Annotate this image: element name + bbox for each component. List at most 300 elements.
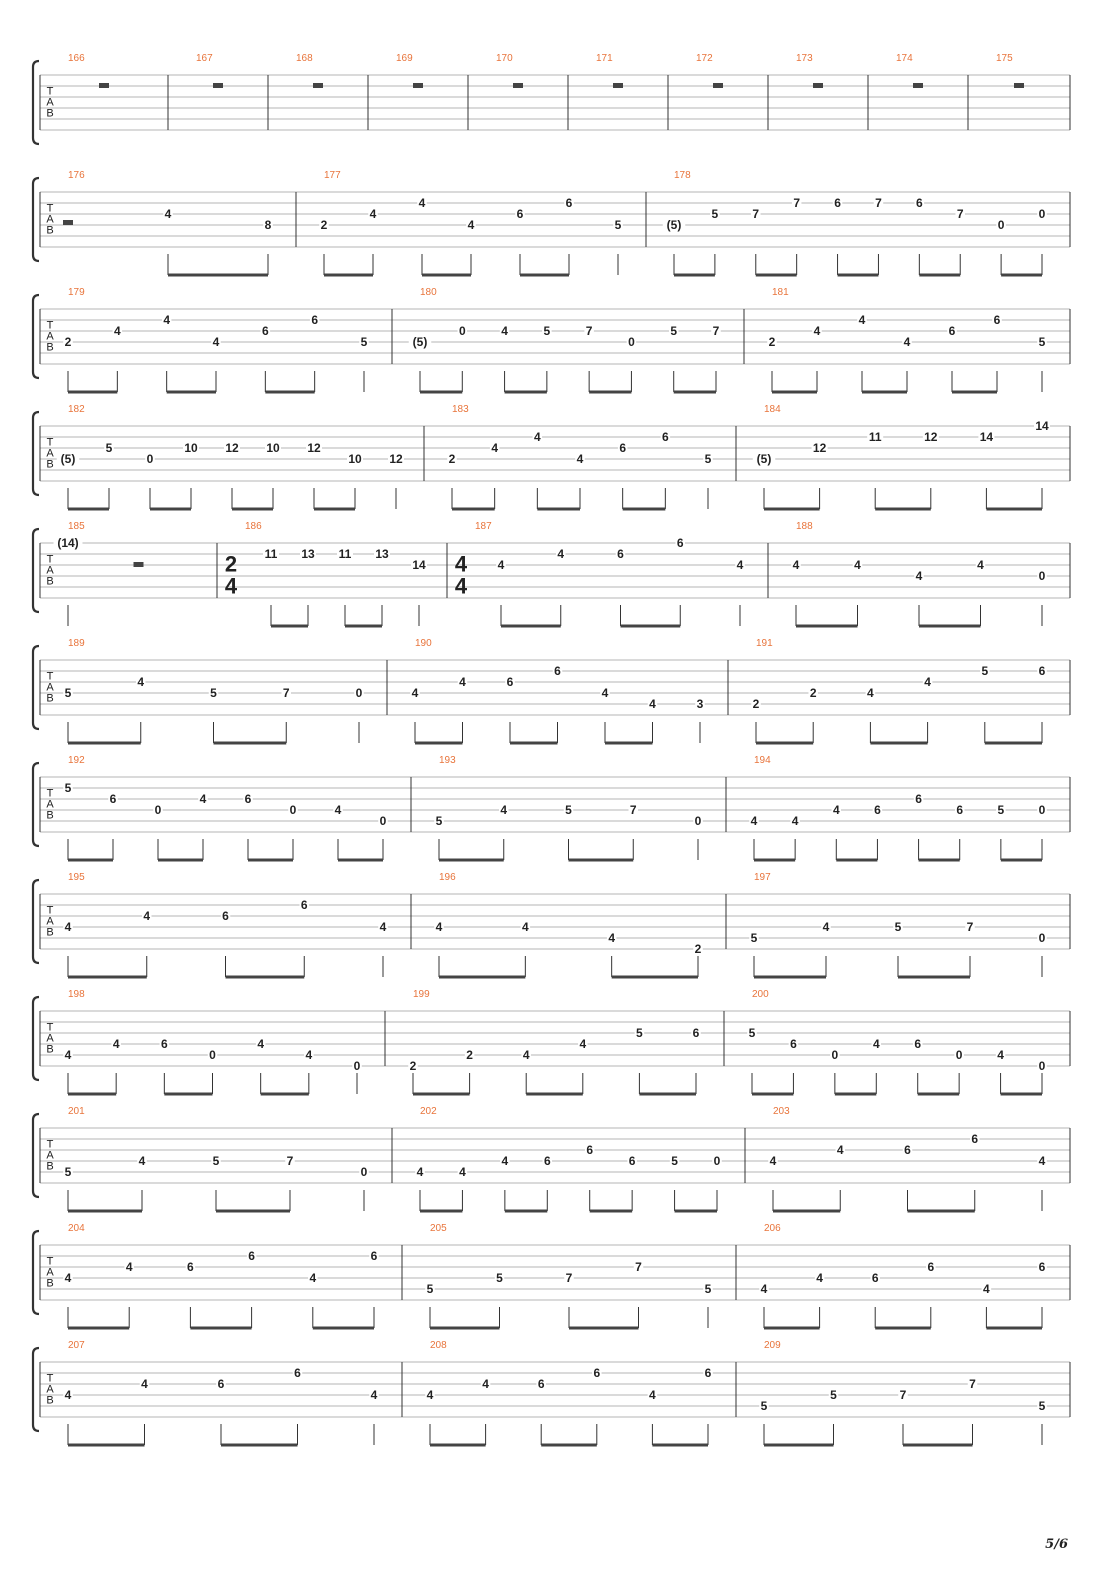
measure <box>225 521 427 626</box>
fret-number: 6 <box>948 324 956 338</box>
fret-number: 6 <box>370 1249 378 1263</box>
fret-number: 2 <box>752 697 760 711</box>
fret-number: 6 <box>222 909 229 923</box>
fret-number: 5 <box>1038 335 1046 349</box>
measure-number: 170 <box>496 53 513 64</box>
fret-number: 6 <box>927 1260 935 1274</box>
fret-number: 5 <box>360 335 368 349</box>
measure-number: 174 <box>896 53 913 64</box>
measure <box>796 53 823 88</box>
fret-number: 4 <box>305 1048 313 1062</box>
tab-clef-letter: B <box>46 692 54 705</box>
fret-number: 7 <box>282 686 290 700</box>
measure <box>434 755 703 860</box>
fret-number: 4 <box>138 1154 146 1168</box>
measure <box>63 872 388 977</box>
time-signature-top: 4 <box>454 551 468 577</box>
tab-clef-letter: B <box>46 1277 54 1290</box>
measure <box>749 755 1047 860</box>
fret-number: 4 <box>125 1260 133 1274</box>
measure <box>54 521 144 626</box>
whole-rest <box>613 83 623 88</box>
measure <box>663 170 1047 275</box>
measure-number: 185 <box>68 521 85 532</box>
measure-number: 199 <box>413 989 430 1000</box>
fret-number: 4 <box>858 313 866 327</box>
fret-number: 0 <box>1038 931 1046 945</box>
measure <box>57 404 404 509</box>
fret-number: 6 <box>704 1366 712 1380</box>
tab-clef-letter: A <box>46 330 54 343</box>
fret-number: 6 <box>248 1249 255 1263</box>
fret-number: 5 <box>210 686 217 700</box>
half-rest <box>63 220 73 225</box>
measure-number: 204 <box>68 1223 85 1234</box>
fret-number: 0 <box>353 1059 361 1073</box>
time-signature-top: 2 <box>224 551 238 577</box>
fret-number: 4 <box>813 324 821 338</box>
measure-number: 167 <box>196 53 213 64</box>
measure <box>396 53 423 88</box>
whole-rest <box>813 83 823 88</box>
fret-number: 5 <box>671 1154 678 1168</box>
fret-number: 6 <box>565 196 573 210</box>
fret-number: 0 <box>955 1048 963 1062</box>
fret-number: 6 <box>187 1260 194 1274</box>
tab-clef-letter: A <box>46 213 54 226</box>
tab-clef-letter: B <box>46 1394 54 1407</box>
fret-number: 6 <box>619 441 627 455</box>
fret-number: 7 <box>956 207 964 221</box>
measure <box>696 53 723 88</box>
fret-number: 4 <box>500 803 508 817</box>
fret-number: 7 <box>966 920 974 934</box>
fret-number: 5 <box>704 452 712 466</box>
measure-number: 176 <box>68 170 85 181</box>
tab-clef-letter: B <box>46 1043 54 1056</box>
fret-number: 4 <box>143 909 151 923</box>
fret-number: (5) <box>666 218 682 232</box>
system-bracket <box>33 412 39 495</box>
system-bracket <box>33 646 39 729</box>
measure-number: 184 <box>764 404 781 415</box>
fret-number: 10 <box>348 452 362 466</box>
measure-number: 206 <box>764 1223 781 1234</box>
fret-number: 4 <box>497 558 505 572</box>
fret-number: 0 <box>628 335 635 349</box>
system-bracket <box>33 178 39 261</box>
fret-number: 11 <box>264 547 278 561</box>
fret-number: 6 <box>311 313 319 327</box>
measure-number: 169 <box>396 53 413 64</box>
measure-number: 203 <box>773 1106 790 1117</box>
tab-clef-letter: A <box>46 798 54 811</box>
fret-number: 0 <box>1038 207 1046 221</box>
measure-number: 186 <box>245 521 262 532</box>
fret-number: 12 <box>307 441 321 455</box>
fret-number: 6 <box>874 803 881 817</box>
tab-clef-letter: T <box>46 1255 54 1268</box>
measure <box>296 53 323 88</box>
measure-number: 171 <box>596 53 613 64</box>
fret-number: 2 <box>694 942 702 956</box>
fret-number: 4 <box>141 1377 148 1391</box>
fret-number: 12 <box>812 441 827 455</box>
measure-number: 192 <box>68 755 85 766</box>
tab-system <box>33 1223 1070 1328</box>
measure-number: 201 <box>68 1106 85 1117</box>
fret-number: 4 <box>997 1048 1004 1062</box>
measure <box>319 170 623 275</box>
fret-number: 2 <box>809 686 817 700</box>
tab-clef-letter: A <box>46 915 54 928</box>
tab-system <box>33 53 1070 144</box>
fret-number: 4 <box>309 1271 317 1285</box>
fret-number: 5 <box>760 1399 768 1413</box>
measure <box>767 287 1047 392</box>
tab-clef-letter: A <box>46 1149 54 1162</box>
measure <box>768 1106 1047 1211</box>
fret-number: (5) <box>412 335 428 349</box>
measure <box>425 1223 713 1328</box>
fret-number: 5 <box>64 781 72 795</box>
system-bracket <box>33 529 39 612</box>
fret-number: 4 <box>791 814 799 828</box>
system-bracket <box>33 1348 39 1431</box>
measure <box>747 989 1047 1094</box>
measure <box>63 287 369 392</box>
tab-clef-letter: B <box>46 926 54 939</box>
fret-number: 4 <box>257 1037 265 1051</box>
whole-rest <box>713 83 723 88</box>
fret-number: 7 <box>712 324 720 338</box>
measure-number: 207 <box>68 1340 85 1351</box>
fret-number: 4 <box>608 931 616 945</box>
fret-number: 5 <box>435 814 443 828</box>
fret-number: 4 <box>601 686 609 700</box>
measure <box>896 53 923 88</box>
fret-number: 5 <box>670 324 678 338</box>
tab-clef-letter: T <box>46 1138 54 1151</box>
fret-number: 4 <box>501 1154 509 1168</box>
fret-number: 6 <box>261 324 269 338</box>
measure-number: 180 <box>420 287 437 298</box>
tab-clef-letter: B <box>46 224 54 237</box>
fret-number: 4 <box>649 1388 656 1402</box>
system-bracket <box>33 61 39 144</box>
measure-number: 202 <box>420 1106 437 1117</box>
fret-number: 5 <box>614 218 622 232</box>
measure-number: 175 <box>996 53 1013 64</box>
fret-number: 4 <box>983 1282 990 1296</box>
measure <box>63 755 388 860</box>
fret-number: 10 <box>266 441 280 455</box>
measure-number: 196 <box>439 872 456 883</box>
fret-number: 5 <box>981 664 989 678</box>
fret-number: 6 <box>915 196 923 210</box>
fret-number: 0 <box>355 686 363 700</box>
measure-number: 178 <box>674 170 691 181</box>
tab-clef-letter: A <box>46 681 54 694</box>
fret-number: 11 <box>338 547 352 561</box>
tab-clef-letter: T <box>46 553 54 566</box>
fret-number: 3 <box>696 697 704 711</box>
measure <box>791 521 1047 626</box>
fret-number: 4 <box>113 324 121 338</box>
fret-number: 4 <box>411 686 419 700</box>
whole-rest <box>1014 83 1024 88</box>
whole-rest <box>313 83 323 88</box>
fret-number: 6 <box>971 1132 979 1146</box>
measure <box>63 638 364 743</box>
fret-number: 4 <box>769 1154 777 1168</box>
fret-number: 4 <box>579 1037 587 1051</box>
tab-system <box>33 404 1070 509</box>
fret-number: 4 <box>64 920 72 934</box>
tab-clef-letter: A <box>46 1032 54 1045</box>
fret-number: 7 <box>969 1377 976 1391</box>
measure <box>447 404 713 509</box>
time-signature-bottom: 4 <box>454 573 468 599</box>
tab-clef-letter: B <box>46 458 54 471</box>
fret-number: 7 <box>875 196 882 210</box>
fret-number: 4 <box>501 324 508 338</box>
measure <box>63 1106 369 1211</box>
tab-clef-letter: T <box>46 904 54 917</box>
whole-rest <box>99 83 109 88</box>
fret-number: 7 <box>565 1271 573 1285</box>
fret-number: 6 <box>217 1377 225 1391</box>
fret-number: (5) <box>756 452 772 466</box>
measure <box>749 872 1047 977</box>
fret-number: 0 <box>379 814 387 828</box>
fret-number: 4 <box>459 1165 466 1179</box>
fret-number: 4 <box>64 1048 72 1062</box>
fret-number: 6 <box>160 1037 168 1051</box>
fret-number: 4 <box>164 207 172 221</box>
measure-number: 177 <box>324 170 341 181</box>
fret-number: 5 <box>105 441 113 455</box>
system-bracket <box>33 1114 39 1197</box>
fret-number: 0 <box>458 324 466 338</box>
tab-clef-letter: T <box>46 1021 54 1034</box>
fret-number: 6 <box>554 664 561 678</box>
measure <box>759 1223 1047 1328</box>
tab-clef-letter: T <box>46 85 54 98</box>
tab-system <box>33 989 1070 1094</box>
fret-number: 0 <box>146 452 154 466</box>
whole-rest <box>213 83 223 88</box>
system-bracket <box>33 997 39 1080</box>
fret-number: 2 <box>409 1059 417 1073</box>
measure-number: 194 <box>754 755 771 766</box>
measure <box>63 1223 379 1328</box>
fret-number: 5 <box>748 1026 756 1040</box>
tab-clef-letter: B <box>46 107 54 120</box>
system-bracket <box>33 1231 39 1314</box>
fret-number: 4 <box>867 686 874 700</box>
fret-number: 5 <box>496 1271 503 1285</box>
fret-number: 2 <box>448 452 456 466</box>
fret-number: 6 <box>834 196 841 210</box>
tab-clef-letter: T <box>46 436 54 449</box>
fret-number: 0 <box>713 1154 721 1168</box>
fret-number: 6 <box>516 207 524 221</box>
measure-number: 181 <box>772 287 789 298</box>
tab-system <box>33 638 1070 743</box>
fret-number: 0 <box>1038 1059 1046 1073</box>
fret-number: 7 <box>899 1388 907 1402</box>
whole-rest <box>913 83 923 88</box>
fret-number: 6 <box>1038 664 1046 678</box>
fret-number: 12 <box>924 430 938 444</box>
tab-clef-letter: T <box>46 319 54 332</box>
fret-number: 4 <box>379 920 387 934</box>
measure-number: 205 <box>430 1223 447 1234</box>
fret-number: (5) <box>60 452 76 466</box>
fret-number: 6 <box>914 1037 922 1051</box>
measure-number: 200 <box>752 989 769 1000</box>
fret-number: 6 <box>543 1154 551 1168</box>
measure-number: 195 <box>68 872 85 883</box>
fret-number: 10 <box>184 441 198 455</box>
page-number: 5/6 <box>1045 1537 1068 1552</box>
fret-number: 7 <box>635 1260 642 1274</box>
measure-number: 188 <box>796 521 813 532</box>
tab-clef-letter: T <box>46 787 54 800</box>
fret-number: 6 <box>993 313 1001 327</box>
whole-rest <box>413 83 423 88</box>
measure <box>753 404 1050 509</box>
fret-number: 4 <box>435 920 443 934</box>
fret-number: 4 <box>64 1388 72 1402</box>
fret-number: (14) <box>57 536 79 550</box>
fret-number: 13 <box>375 547 389 561</box>
measure <box>759 1340 1047 1445</box>
fret-number: 4 <box>369 207 377 221</box>
fret-number: 6 <box>300 898 308 912</box>
fret-number: 5 <box>64 686 72 700</box>
fret-number: 4 <box>557 547 565 561</box>
fret-number: 6 <box>586 1143 594 1157</box>
tab-clef-letter: A <box>46 1383 54 1396</box>
fret-number: 4 <box>903 335 911 349</box>
measure-number: 172 <box>696 53 713 64</box>
fret-number: 14 <box>979 430 994 444</box>
tab-clef-letter: A <box>46 564 54 577</box>
fret-number: 6 <box>593 1366 601 1380</box>
fret-number: 7 <box>585 324 593 338</box>
fret-number: 6 <box>692 1026 700 1040</box>
measure <box>410 638 705 743</box>
fret-number: 5 <box>64 1165 72 1179</box>
fret-number: 4 <box>416 1165 424 1179</box>
fret-number: 4 <box>792 558 800 572</box>
fret-number: 7 <box>286 1154 294 1168</box>
fret-number: 4 <box>872 1037 880 1051</box>
measure <box>434 872 703 977</box>
measure-number: 173 <box>796 53 813 64</box>
system-bracket <box>33 295 39 378</box>
fret-number: 4 <box>64 1271 72 1285</box>
fret-number: 5 <box>894 920 902 934</box>
fret-number: 12 <box>225 441 239 455</box>
fret-number: 4 <box>418 196 426 210</box>
fret-number: 6 <box>617 547 624 561</box>
measure-number: 166 <box>68 53 85 64</box>
tab-system <box>33 521 1070 626</box>
measure-number: 189 <box>68 638 85 649</box>
fret-number: 4 <box>459 675 466 689</box>
half-rest <box>134 562 144 567</box>
fret-number: 7 <box>752 207 760 221</box>
fret-number: 6 <box>1038 1260 1046 1274</box>
fret-number: 4 <box>199 792 207 806</box>
measure-number: 191 <box>756 638 773 649</box>
measure-number: 209 <box>764 1340 781 1351</box>
fret-number: 4 <box>736 558 744 572</box>
fret-number: 6 <box>537 1377 545 1391</box>
fret-number: 4 <box>370 1388 378 1402</box>
tab-clef-letter: T <box>46 670 54 683</box>
time-signature-bottom: 4 <box>224 573 238 599</box>
fret-number: 2 <box>320 218 328 232</box>
fret-number: 5 <box>711 207 719 221</box>
fret-number: 6 <box>244 792 252 806</box>
fret-number: 6 <box>790 1037 797 1051</box>
fret-number: 4 <box>1038 1154 1046 1168</box>
fret-number: 13 <box>301 547 315 561</box>
tab-system <box>33 1106 1070 1211</box>
fret-number: 4 <box>522 1048 530 1062</box>
tab-system <box>33 287 1070 392</box>
tab-system <box>33 170 1070 275</box>
fret-number: 6 <box>871 1271 879 1285</box>
measure <box>996 53 1024 88</box>
fret-number: 0 <box>289 803 297 817</box>
tab-clef-letter: B <box>46 809 54 822</box>
tab-clef-letter: A <box>46 96 54 109</box>
measure-number: 183 <box>452 404 469 415</box>
fret-number: 4 <box>533 430 541 444</box>
fret-number: 4 <box>212 335 220 349</box>
fret-number: 4 <box>924 675 931 689</box>
tab-clef-letter: A <box>46 447 54 460</box>
tab-system <box>33 1340 1070 1445</box>
fret-number: 6 <box>294 1366 301 1380</box>
tab-clef-letter: B <box>46 575 54 588</box>
fret-number: 0 <box>694 814 702 828</box>
measure <box>68 53 109 88</box>
fret-number: 0 <box>154 803 162 817</box>
fret-number: 5 <box>1038 1399 1046 1413</box>
fret-number: 6 <box>676 536 684 550</box>
measure-number: 179 <box>68 287 85 298</box>
measure <box>425 1340 713 1445</box>
fret-number: 4 <box>760 1282 768 1296</box>
fret-number: 5 <box>704 1282 712 1296</box>
fret-number: 5 <box>426 1282 434 1296</box>
fret-number: 0 <box>831 1048 839 1062</box>
measure-number: 197 <box>754 872 771 883</box>
fret-number: 5 <box>750 931 758 945</box>
fret-number: 7 <box>793 196 801 210</box>
measure <box>408 989 701 1094</box>
fret-number: 5 <box>830 1388 837 1402</box>
fret-number: 4 <box>750 814 758 828</box>
measure <box>63 989 362 1094</box>
system-bracket <box>33 880 39 963</box>
